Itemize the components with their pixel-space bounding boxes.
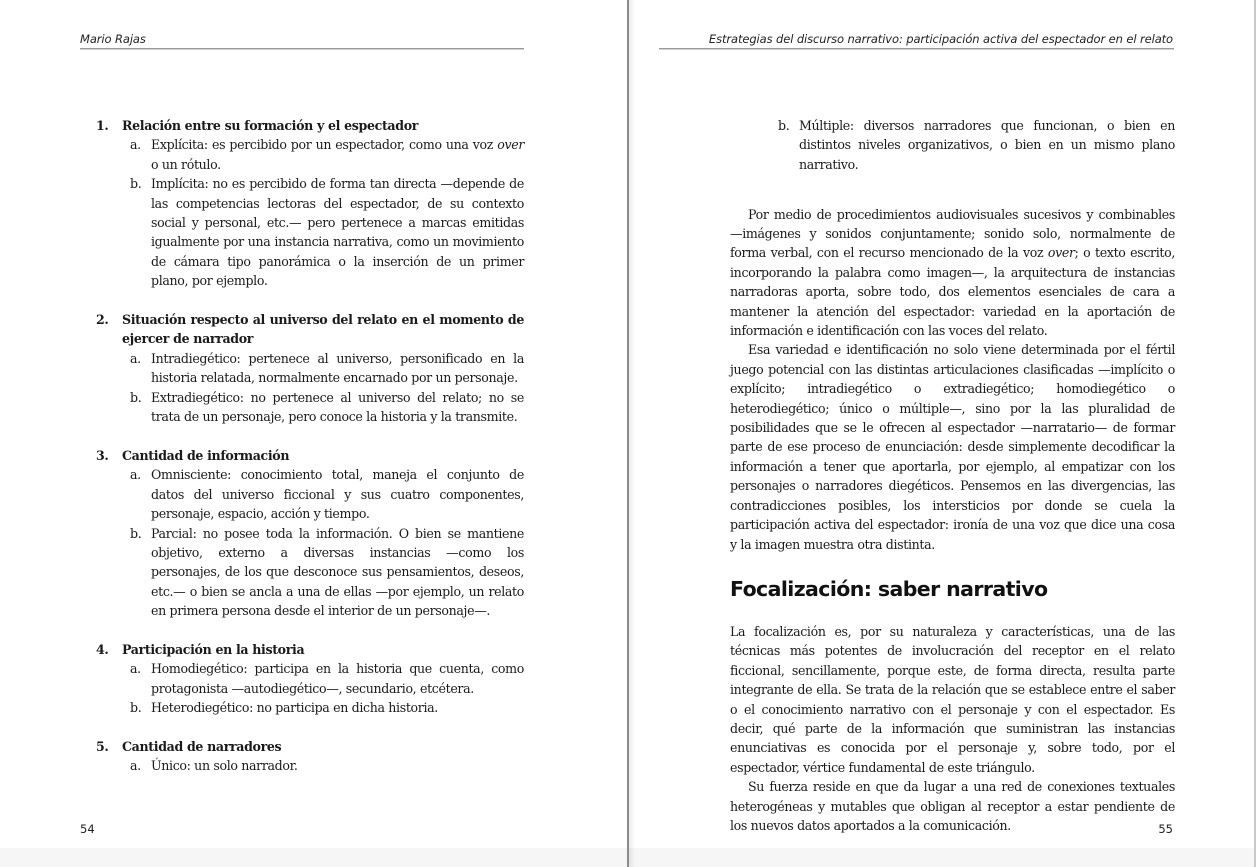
body-paragraph: La focalización es, por su naturaleza y características, una de las técnicas más potentes de involucración del receptor en el relato ficcional, sencillamente, porque este, de forma directa, resulta parte integrante de ella. Se trata de la relación que se establece entre el saber o el conocimiento narrativo con el personaje y con el espectador. Es decir, qué parte de la información que suministran las instancias enunciativas es conocida por el personaje y, sobre todo, por el espectador, vértice fundamental de este triángulo. <box>730 623 1175 775</box>
section-number: 2. <box>96 312 109 328</box>
spacer <box>730 174 1175 193</box>
item-letter: a. <box>130 758 141 774</box>
section-title <box>96 446 524 465</box>
body-paragraph <box>730 205 1175 341</box>
section-number: 1. <box>96 118 109 133</box>
item-letter: b. <box>130 389 142 405</box>
body-paragraph: Esa variedad e identificación no solo viene determinada por el fértil juego potencial con las distintas articulaciones clasificadas —implícito o explícito; intradiegético o extradiegético; homodiegético o heterodiegético; único o múltiple—, sino por la las pluralidad de posibilidades que se le ofrecen al espectador —narratario— de formar parte de ese proceso de enunciación: desde simplemente decodificar la información a tener que aportarla, por ejemplo, al empatizar con los personajes o narradores diegéticos. Pensemos en las divergencias, las contradicciones posibles, los intersticios por donde se cuela la participación activa del espectador: ironía de una voz que dice una cosa y la imagen muestra otra distinta. <box>730 342 1175 552</box>
item-text-part: o un rótulo. <box>151 156 221 172</box>
list-item <box>130 135 524 174</box>
item-text: Único: un solo narrador. <box>151 758 298 774</box>
section-number: 4. <box>96 641 109 657</box>
section-title <box>96 737 524 756</box>
narrator-classification-list <box>96 116 524 795</box>
item-text: Extradiegético: no pertenece al universo del relato; no se trata de un personaje, pero conoce la historia y la transmite. <box>151 389 524 425</box>
spacer <box>730 194 1175 205</box>
list-section <box>96 446 524 621</box>
list-item <box>130 756 524 775</box>
list-item <box>130 388 524 427</box>
paragraph-emphasis: over <box>1047 245 1075 261</box>
list-item <box>778 116 1175 174</box>
item-letter: b. <box>130 525 142 541</box>
item-letter: b. <box>130 176 142 192</box>
list-section <box>96 640 524 718</box>
item-text: Heterodiegético: no participa en dicha historia. <box>151 700 438 716</box>
list-item <box>130 174 524 290</box>
item-letter: a. <box>130 350 141 366</box>
header-rule <box>80 48 524 50</box>
item-text: Omnisciente: conocimiento total, maneja el conjunto de datos del universo ficcional y sus cuatro componentes, personaje, espacio, acción y tiempo. <box>151 467 524 522</box>
section-number: 3. <box>96 447 109 463</box>
header-rule <box>659 48 1174 50</box>
left-page <box>0 0 627 848</box>
section-label: Participación en la historia <box>122 641 305 657</box>
body-paragraph: Su fuerza reside en que da lugar a una red de conexiones textuales heterogéneas y mutables que obligan al receptor a estar pendiente de los nuevos datos aportados a la comunicación. <box>730 779 1175 833</box>
page-number: 55 <box>1158 822 1173 836</box>
list-item <box>130 524 524 621</box>
paragraph-text: Por medio de procedimientos audiovisuales sucesivos y combinables —imágenes y sonidos conjuntamente; sonido solo, normalmente de forma verbal, con el recurso mencionado de la voz <box>730 206 1175 261</box>
section-heading: Focalización: saber narrativo <box>730 576 1048 601</box>
section-title <box>96 310 524 349</box>
item-letter: a. <box>130 661 141 677</box>
item-letter: b. <box>130 700 142 716</box>
section-label: Situación respecto al universo del relato en el momento de ejercer de narrador <box>122 312 524 347</box>
paragraph-text: ; o texto escrito, incorporando la palabra como imagen—, la arquitectura de instancias narradoras aporta, sobre todo, dos elementos esenciales de cara a mantener la atención del espectador: variedad en la aportación de información e identificación con las voces del relato. <box>730 245 1175 339</box>
running-head-title: Estrategias del discurso narrativo: participación activa del espectador en el relato <box>708 32 1173 46</box>
running-head-author: Mario Rajas <box>80 32 146 46</box>
right-page-body <box>730 116 1175 835</box>
item-text: Múltiple: diversos narradores que funcionan, o bien en distintos niveles organizativos, o bien en un mismo plano narrativo. <box>799 118 1175 172</box>
item-letter: a. <box>130 137 141 153</box>
section-label: Cantidad de información <box>122 447 290 463</box>
section-label: Cantidad de narradores <box>122 738 282 754</box>
item-text-part: Explícita: es percibido por un espectador, como una voz <box>151 137 498 153</box>
item-letter: b. <box>778 118 790 133</box>
right-page <box>629 0 1255 848</box>
section-label: Relación entre su formación y el espectador <box>122 118 419 133</box>
gutter-shadow <box>629 0 635 867</box>
list-section <box>96 116 524 291</box>
item-text <box>151 135 524 174</box>
item-letter: a. <box>130 467 141 483</box>
item-text: Implícita: no es percibido de forma tan directa —depende de las competencias lectoras del espectador, de su contexto social y personal, etc.— pero pertenece a marcas emitidas igualmente por una instancia narrativa, como un movimiento de cámara tipo panorámica o la inserción de un primer plano, por ejemplo. <box>151 176 524 289</box>
page-number: 54 <box>80 822 95 836</box>
list-section <box>96 310 524 426</box>
list-item <box>130 698 524 717</box>
section-number: 5. <box>96 738 109 754</box>
item-text: Parcial: no posee toda la información. O bien se mantiene objetivo, externo a diversas instancias —como los personajes, de los que desconoce sus pensamientos, deseos, etc.— o bien se ancla a una de ellas —por ejemplo, un relato en primera persona desde el interior de un personaje—. <box>151 525 524 619</box>
item-text: Homodiegético: participa en la historia que cuenta, como protagonista —autodiegético—, secundario, etcétera. <box>151 661 524 696</box>
item-emphasis: over <box>497 137 524 153</box>
list-item <box>130 659 524 698</box>
section-title <box>96 640 524 659</box>
item-text: Intradiegético: pertenece al universo, personificado en la historia relatada, normalmente encarnado por un personaje. <box>151 350 524 386</box>
list-item <box>130 465 524 523</box>
list-section <box>96 737 524 776</box>
section-title <box>96 116 524 135</box>
list-item <box>130 349 524 388</box>
